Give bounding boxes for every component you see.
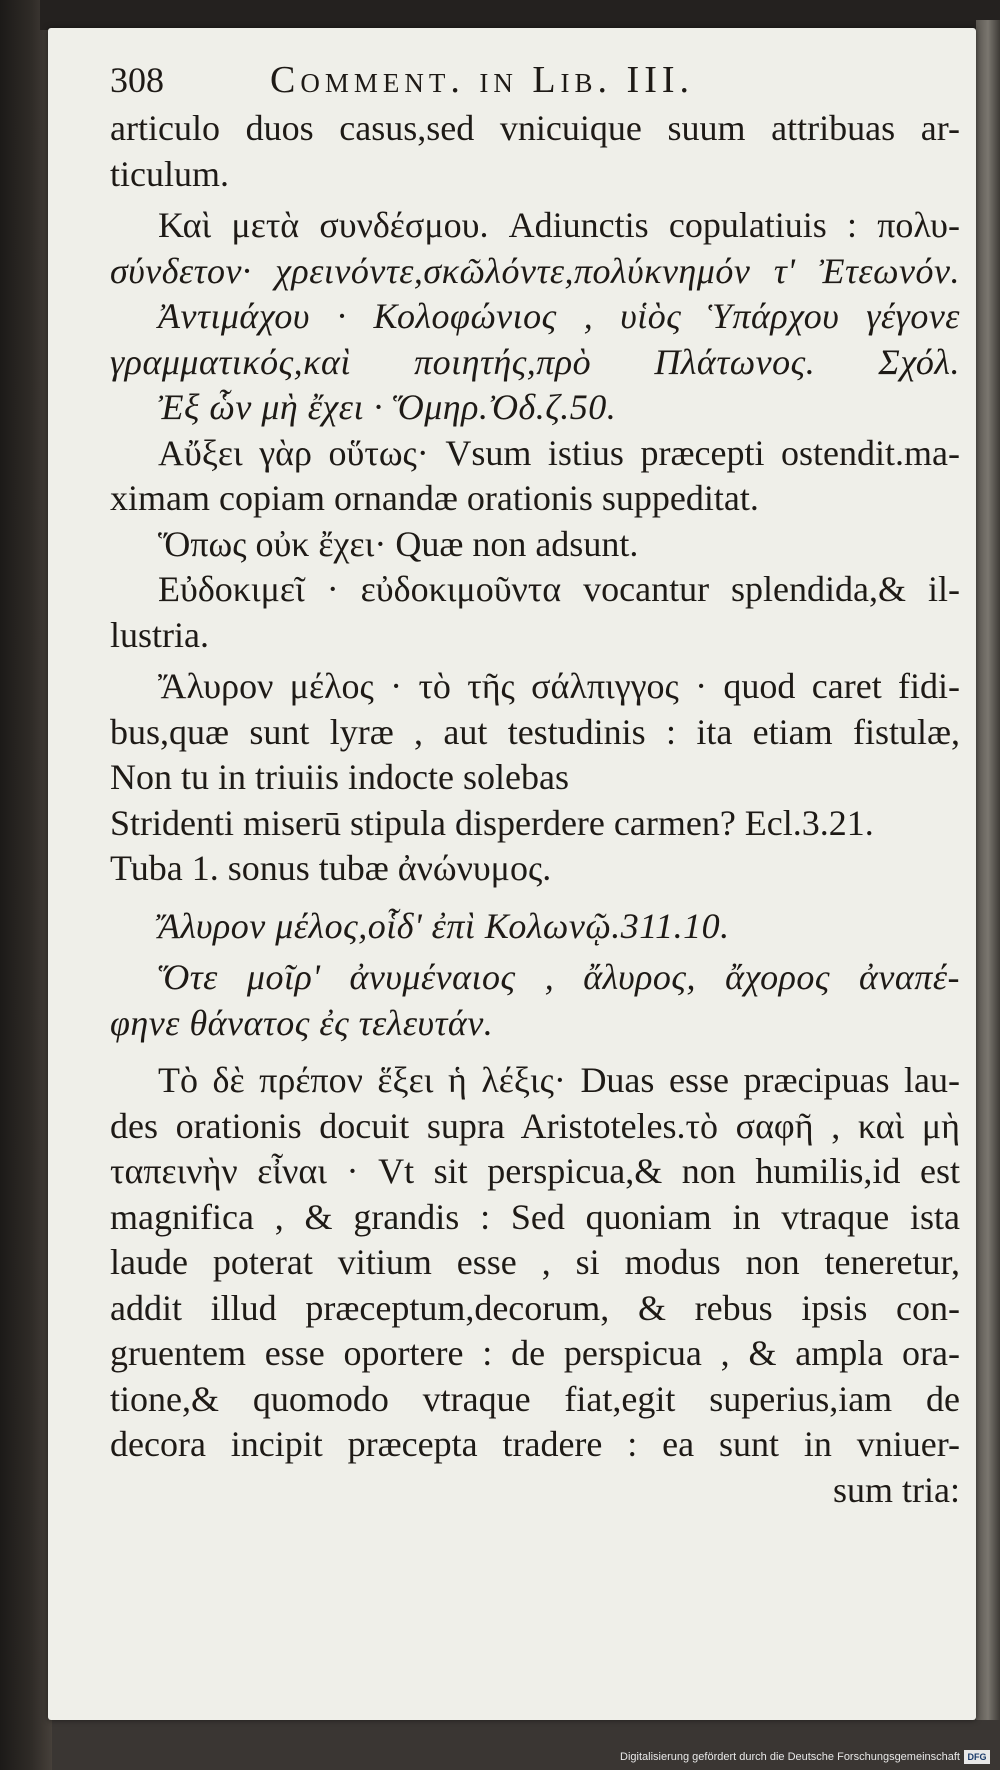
text-line: tione,& quomodo vtraque fiat,egit superius,iam de [110,1378,960,1419]
text-line: magnifica , & grandis : Sed quoniam in vtraque ista [110,1196,960,1237]
digitization-footer [620,1750,990,1764]
text-line: gruentem esse oportere : de perspicua , & ampla ora- [110,1333,960,1373]
text-line: Ἐξ ὧν μὴ ἔχει · Ὅμηρ.Ὀδ.ζ.50. [158,387,617,427]
text-line: γραμματικός,καὶ ποιητής,πρὸ Πλάτωνος. Σχόλ. [110,341,960,382]
text-line: Ὅτε μοῖρ' ἀνυμέναιος , ἄλυρος, ἄχορος ἀναπέ- [158,957,960,997]
text-line: ticulum. [110,153,229,194]
page-number: 308 [110,60,164,100]
text-line: laude poterat vitium esse , si modus non teneretur, [110,1242,960,1282]
verse-line: Non tu in triuiis indocte solebas [110,757,569,797]
text-line: Ὅπως οὐκ ἔχει· Quæ non adsunt. [158,523,639,564]
text-line: des orationis docuit supra Aristoteles.τὸ σαφῆ , καὶ μὴ [110,1105,960,1146]
text-line: addit illud præceptum,decorum, & rebus ipsis con- [110,1287,960,1328]
text-line: bus,quæ sunt lyræ , aut testudinis : ita etiam fistulæ, [110,711,960,752]
text-line: ταπεινὴν εἶναι · Vt sit perspicua,& non humilis,id est [110,1151,960,1191]
text-line: decora incipit præcepta tradere : ea sunt in vniuer- [110,1424,960,1464]
text-line: lustria. [110,614,209,655]
text-line: φηνε θάνατος ἐς τελευτάν. [110,1002,494,1043]
dfg-logo-icon: DFG [964,1750,990,1764]
page-header [110,58,960,106]
text-line: Ἄλυρον μέλος,οἷδ' ἐπὶ Κολωνῷ.311.10. [158,905,730,946]
footer-credit: Digitalisierung gefördert durch die Deutsche Forschungsgemeinschaft [620,1751,960,1763]
text-line: Ἀντιμάχου · Κολοφώνιος , υἱὸς Ὑπάρχου γέγονε [158,296,960,336]
text-line: σύνδετον· χρεινόντε,σκῶλόντε,πολύκνημόν τ' Ἐτεωνόν. [110,250,960,291]
text-line: Αὔξει γὰρ οὕτως· Vsum istius præcepti ostendit.ma- [158,432,960,473]
text-line: ximam copiam ornandæ orationis suppeditat. [110,478,759,518]
text-line: articulo duos casus,sed vnicuique suum attribuas ar- [110,108,960,148]
text-line: Εὐδοκιμεῖ · εὐδοκιμοῦντα vocantur splendida,& il- [158,569,960,609]
scan-top-band [40,0,1000,30]
text-line: Καὶ μετὰ συνδέσμου. Adiunctis copulatiuis : πολυ- [158,205,960,245]
verse-line: Stridenti miserū stipula disperdere carmen? Ecl.3.21. [110,802,874,843]
book-spine [0,0,52,1770]
text-line: Ἄλυρον μέλος · τὸ τῆς σάλπιγγος · quod caret fidi- [158,666,960,706]
running-head: Comment. in Lib. III. [270,59,695,101]
page-content [110,58,960,1513]
text-line: Tuba 1. sonus tubæ ἀνώνυμος. [110,848,552,888]
text-line: Τὸ δὲ πρέπον ἕξει ἡ λέξις· Duas esse præcipuas lau- [158,1060,960,1100]
text-line: sum tria: [833,1469,960,1510]
book-fore-edge [976,20,1000,1720]
